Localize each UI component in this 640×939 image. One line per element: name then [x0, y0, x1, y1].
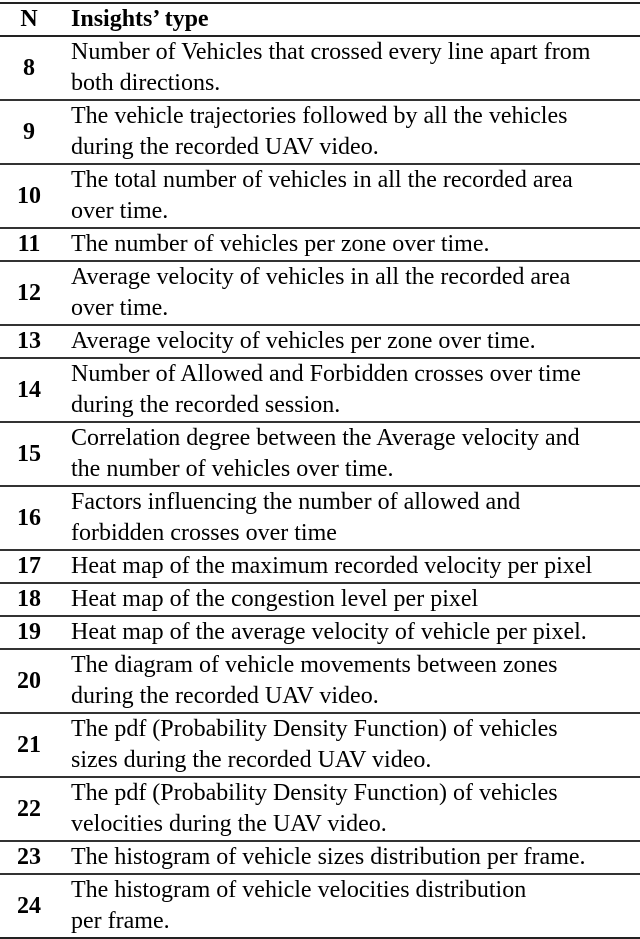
- insight-type: The histogram of vehicle velocities distribution per frame.: [71, 877, 527, 934]
- insight-type: Average velocity of vehicles per zone over time.: [71, 328, 536, 354]
- insights-table: [0, 2, 640, 939]
- insight-type: Number of Vehicles that crossed every line apart from both directions.: [71, 39, 591, 96]
- table-row: [0, 100, 640, 164]
- table-row: [0, 422, 640, 486]
- table-row: [0, 486, 640, 550]
- table-row: [0, 164, 640, 228]
- table-row: [0, 713, 640, 777]
- table-row: [0, 777, 640, 841]
- table-row: [0, 583, 640, 616]
- insight-type: Factors influencing the number of allowed and forbidden crosses over time: [71, 489, 521, 546]
- insight-type: Heat map of the average velocity of vehicle per pixel.: [71, 619, 587, 645]
- row-number: 17: [17, 553, 41, 579]
- insight-type: Heat map of the maximum recorded velocity per pixel: [71, 553, 593, 579]
- insight-type: The vehicle trajectories followed by all the vehicles during the recorded UAV video.: [71, 103, 568, 160]
- table-row: [0, 325, 640, 358]
- row-number: 24: [17, 892, 41, 919]
- row-number: 22: [17, 795, 41, 822]
- row-number: 15: [17, 440, 41, 467]
- table-row: [0, 616, 640, 649]
- table-row: [0, 874, 640, 938]
- table-header-row: [0, 3, 640, 36]
- row-number: 18: [17, 586, 41, 612]
- insight-type: Average velocity of vehicles in all the recorded area over time.: [71, 264, 571, 321]
- row-number: 14: [17, 376, 41, 403]
- insight-type: The pdf (Probability Density Function) of vehicles velocities during the UAV video.: [71, 780, 558, 837]
- header-insights-type: Insights’ type: [71, 6, 209, 32]
- table-row: [0, 649, 640, 713]
- insight-type: The diagram of vehicle movements between zones during the recorded UAV video.: [71, 652, 558, 709]
- row-number: 19: [17, 619, 41, 645]
- insight-type: The histogram of vehicle sizes distribution per frame.: [71, 844, 586, 870]
- insight-type: Heat map of the congestion level per pixel: [71, 586, 479, 612]
- row-number: 13: [17, 328, 41, 354]
- row-number: 8: [23, 54, 35, 81]
- table-row: [0, 261, 640, 325]
- table-row: [0, 358, 640, 422]
- table-row: [0, 841, 640, 874]
- insight-type: The number of vehicles per zone over time.: [71, 231, 490, 257]
- header-n: N: [20, 6, 38, 32]
- row-number: 9: [23, 118, 35, 145]
- table-row: [0, 550, 640, 583]
- row-number: 23: [17, 844, 41, 870]
- row-number: 21: [17, 731, 41, 758]
- row-number: 11: [17, 231, 41, 257]
- row-number: 12: [17, 279, 41, 306]
- insight-type: The pdf (Probability Density Function) of vehicles sizes during the recorded UAV video.: [71, 716, 558, 773]
- row-number: 16: [17, 504, 41, 531]
- insight-type: The total number of vehicles in all the recorded area over time.: [71, 167, 573, 224]
- table-row: [0, 36, 640, 100]
- table-row: [0, 228, 640, 261]
- row-number: 20: [17, 667, 41, 694]
- row-number: 10: [17, 182, 41, 209]
- insight-type: Number of Allowed and Forbidden crosses over time during the recorded session.: [71, 361, 581, 418]
- insight-type: Correlation degree between the Average velocity and the number of vehicles over time.: [71, 425, 580, 482]
